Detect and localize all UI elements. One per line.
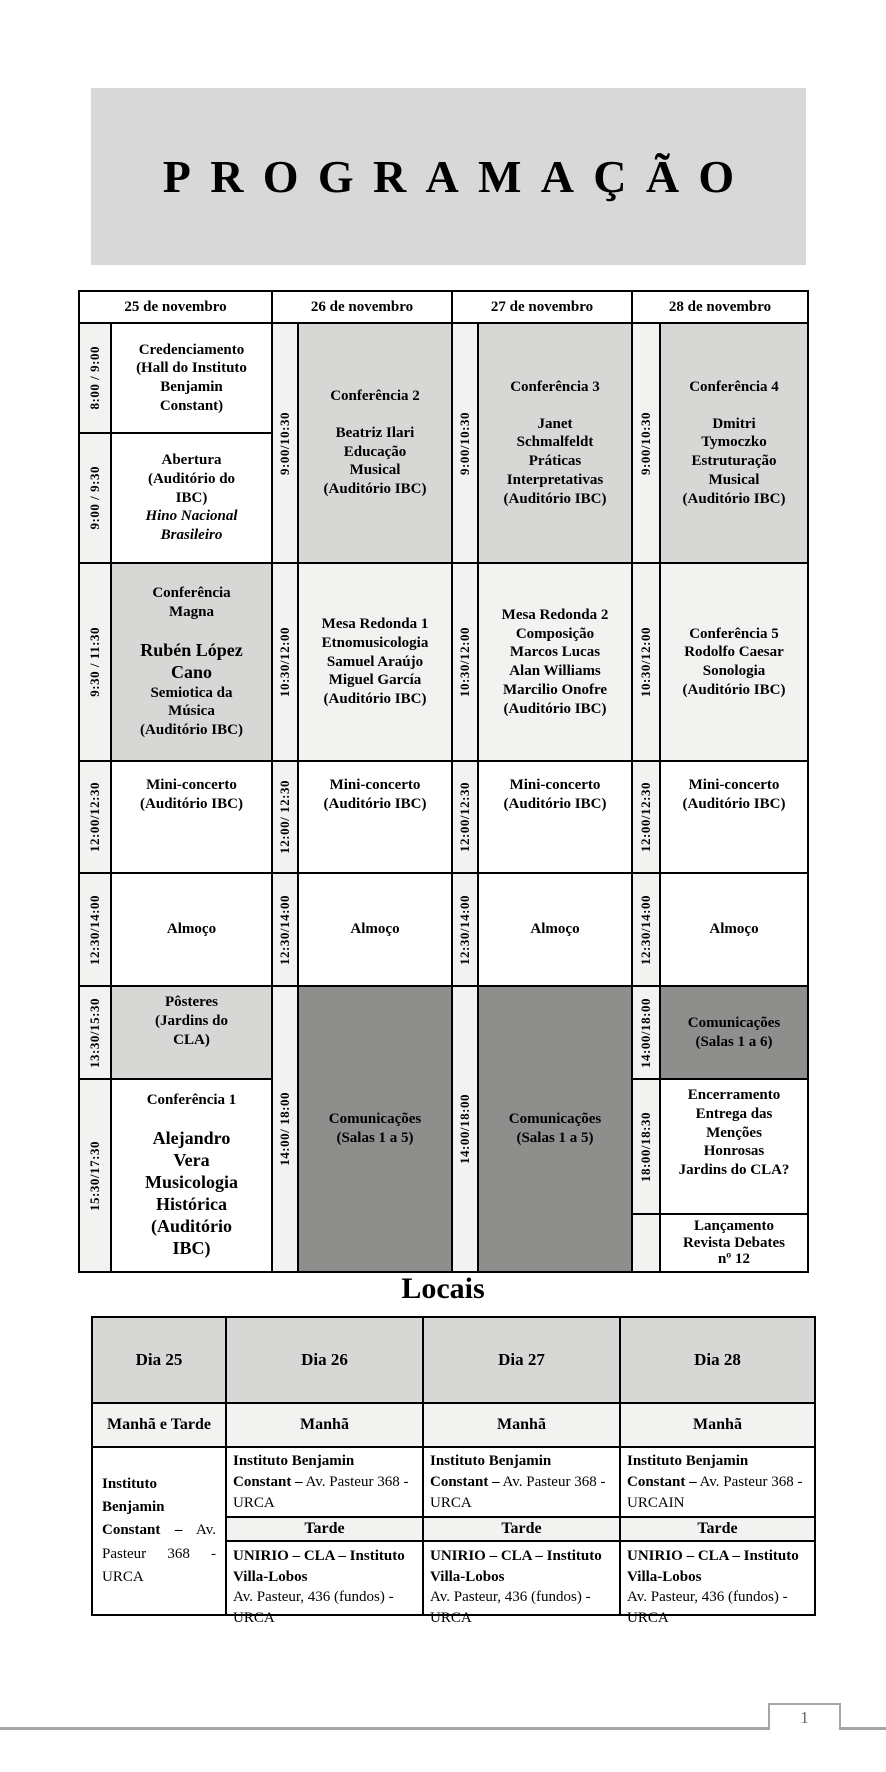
time-d27-miniconcerto: 12:00/12:30 (452, 761, 478, 873)
event-mesa-redonda-2: Mesa Redonda 2 Composição Marcos Lucas Alan Williams Marcilio Onofre (Auditório IBC) (478, 563, 632, 761)
event-conferencia-5: Conferência 5 Rodolfo Caesar Sonologia (Auditório IBC) (660, 563, 808, 761)
event-d28-comunicacoes: Comunicações (Salas 1 a 6) (660, 986, 808, 1079)
event-d26-comunicacoes: Comunicações (Salas 1 a 5) (298, 986, 452, 1272)
locais-day-25: Dia 25 (92, 1317, 226, 1403)
locais-heading: Locais (401, 1272, 485, 1305)
event-conferencia-magna: Conferência Magna Rubén López Cano Semiotica da Música (Auditório IBC) (111, 563, 272, 761)
event-conferencia-2: Conferência 2 Beatriz Ilari Educação Musical (Auditório IBC) (298, 323, 452, 563)
venue-d26-afternoon: UNIRIO – CLA – Instituto Villa-Lobos Av. Pasteur, 436 (fundos) - URCA (226, 1541, 423, 1615)
venue-d27-afternoon: UNIRIO – CLA – Instituto Villa-Lobos Av. Pasteur, 436 (fundos) - URCA (423, 1541, 620, 1615)
time-d28-conferencia5: 10:30/12:00 (632, 563, 660, 761)
time-d27-almoco: 12:30/14:00 (452, 873, 478, 986)
tarde-label-d26: Tarde (226, 1517, 423, 1541)
venue-d28-afternoon: UNIRIO – CLA – Instituto Villa-Lobos Av. Pasteur, 436 (fundos) - URCA (620, 1541, 815, 1615)
time-d27-conferencia3: 9:00/10:30 (452, 323, 478, 563)
event-posteres: Pôsteres (Jardins do CLA) (111, 986, 272, 1079)
event-conferencia-4: Conferência 4 Dmitri Tymoczko Estruturação Musical (Auditório IBC) (660, 323, 808, 563)
time-d26-mesa1: 10:30/12:00 (272, 563, 298, 761)
time-d26-miniconcerto: 12:00/ 12:30 (272, 761, 298, 873)
event-d28-miniconcerto: Mini-concerto (Auditório IBC) (660, 761, 808, 873)
time-d27-mesa2: 10:30/12:00 (452, 563, 478, 761)
footer-rule (0, 1727, 886, 1730)
period-d25: Manhã e Tarde (92, 1403, 226, 1447)
time-d28-conferencia4: 9:00/10:30 (632, 323, 660, 563)
event-abertura: Abertura (Auditório do IBC) Hino Nacional Brasileiro (111, 433, 272, 563)
time-d25-conferencia1: 15:30/17:30 (79, 1079, 111, 1272)
event-d26-almoco: Almoço (298, 873, 452, 986)
time-d27-comunicacoes: 14:00/18:00 (452, 986, 478, 1272)
event-mesa-redonda-1: Mesa Redonda 1 Etnomusicologia Samuel Araújo Miguel García (Auditório IBC) (298, 563, 452, 761)
schedule-table (78, 290, 809, 1273)
time-d28-lancamento-empty (632, 1214, 660, 1272)
day-header-27: 27 de novembro (452, 291, 632, 323)
period-d26: Manhã (226, 1403, 423, 1447)
page-number-tab (768, 1703, 841, 1730)
page-title: PROGRAMAÇÃO (162, 151, 754, 202)
event-d27-almoco: Almoço (478, 873, 632, 986)
day-header-25: 25 de novembro (79, 291, 272, 323)
hino-nacional-note: Hino Nacional Brasileiro (145, 508, 238, 544)
event-d25-miniconcerto: Mini-concerto (Auditório IBC) (111, 761, 272, 873)
locais-day-26: Dia 26 (226, 1317, 423, 1403)
tarde-label-d28: Tarde (620, 1517, 815, 1541)
venue-d27-morning: Instituto Benjamin Constant – Av. Pasteur 368 - URCA (423, 1447, 620, 1517)
time-d28-miniconcerto: 12:00/12:30 (632, 761, 660, 873)
time-d28-comunicacoes: 14:00/18:00 (632, 986, 660, 1079)
title-banner (91, 88, 806, 265)
time-d25-credenciamento: 8:00 / 9:00 (79, 323, 111, 433)
period-d28: Manhã (620, 1403, 815, 1447)
time-d25-abertura: 9:00 / 9:30 (79, 433, 111, 563)
event-conferencia-3: Conferência 3 Janet Schmalfeldt Práticas Interpretativas (Auditório IBC) (478, 323, 632, 563)
day-header-28: 28 de novembro (632, 291, 808, 323)
time-d25-conf-magna: 9:30 / 11:30 (79, 563, 111, 761)
time-d26-almoco: 12:30/14:00 (272, 873, 298, 986)
event-d28-almoco: Almoço (660, 873, 808, 986)
venue-d26-morning: Instituto Benjamin Constant – Av. Pasteur 368 - URCA (226, 1447, 423, 1517)
locais-day-28: Dia 28 (620, 1317, 815, 1403)
event-credenciamento: Credenciamento (Hall do Instituto Benjamin Constant) (111, 323, 272, 433)
time-d28-encerramento: 18:00/18:30 (632, 1079, 660, 1214)
event-lancamento-revista: Lançamento Revista Debates nº 12 (660, 1214, 808, 1272)
venue-d28-morning: Instituto Benjamin Constant – Av. Pasteur 368 - URCAIN (620, 1447, 815, 1517)
event-d27-comunicacoes: Comunicações (Salas 1 a 5) (478, 986, 632, 1272)
locais-table (91, 1316, 816, 1627)
event-d25-almoco: Almoço (111, 873, 272, 986)
time-d25-miniconcerto: 12:00/12:30 (79, 761, 111, 873)
event-encerramento: Encerramento Entrega das Menções Honrosas Jardins do CLA? (660, 1079, 808, 1214)
time-d25-posteres: 13:30/15:30 (79, 986, 111, 1079)
tarde-label-d27: Tarde (423, 1517, 620, 1541)
day-header-26: 26 de novembro (272, 291, 452, 323)
time-d26-comunicacoes: 14:00/ 18:00 (272, 986, 298, 1272)
period-d27: Manhã (423, 1403, 620, 1447)
time-d25-almoco: 12:30/14:00 (79, 873, 111, 986)
locais-day-27: Dia 27 (423, 1317, 620, 1403)
venue-d25: Instituto Benjamin Constant – Av. Pasteur 368 - URCA (92, 1447, 226, 1615)
page-number: 1 (800, 1707, 809, 1727)
event-d27-miniconcerto: Mini-concerto (Auditório IBC) (478, 761, 632, 873)
event-d26-miniconcerto: Mini-concerto (Auditório IBC) (298, 761, 452, 873)
time-d26-conferencia2: 9:00/10:30 (272, 323, 298, 563)
time-d28-almoco: 12:30/14:00 (632, 873, 660, 986)
event-conferencia-1: Conferência 1 Alejandro Vera Musicologia Histórica (Auditório IBC) (111, 1079, 272, 1272)
